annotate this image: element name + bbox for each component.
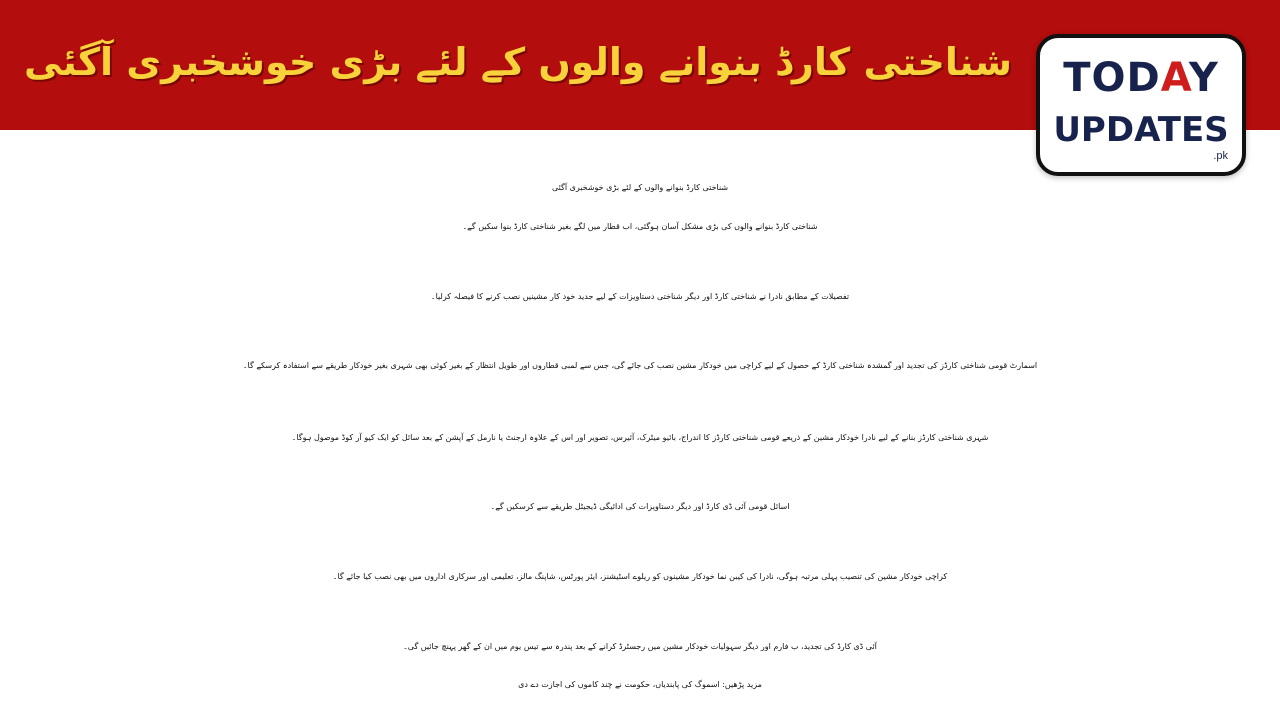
article-paragraph: شہری شناختی کارڈز بنانے کے لیے نادرا خودکار مشین کے ذریعے قومی شناختی کارڈز کا اندراج، بائیو میٹرک، آئیرس، تصویر اور اس کے علاوہ ارجنٹ یا نارمل کے آپشن کے بعد سائل کو ایک کیو آر کوڈ موصول ہوگا۔ <box>291 433 989 442</box>
article-paragraph: آئی ڈی کارڈ کی تجدید، ب فارم اور دیگر سہولیات خودکار مشین میں رجسٹرڈ کرانے کے بعد پندرہ سے تیس یوم میں ان کے گھر پہنچ جائیں گی۔ <box>403 642 877 651</box>
logo-today-part1: TOD <box>1063 55 1161 101</box>
logo-today-text <box>1040 56 1242 100</box>
banner-title: شناختی کارڈ بنوانے والوں کے لئے بڑی خوشخبری آگئی <box>24 40 1012 84</box>
article-headline: شناختی کارڈ بنوانے والوں کے لئے بڑی خوشخبری آگئی <box>551 183 729 192</box>
article-paragraph: کراچی خودکار مشین کی تنصیب پہلی مرتبہ ہوگی، نادرا کی کیبن نما خودکار مشینوں کو ریلوے اسٹیشنز، ایئر پورٹس، شاپنگ مالز، تعلیمی اور سرکاری اداروں میں بھی نصب کیا جائے گا۔ <box>332 572 948 581</box>
today-updates-logo <box>1036 34 1246 176</box>
logo-domain-suffix: .pk <box>1213 150 1228 162</box>
article-paragraph: شناختی کارڈ بنوانے والوں کی بڑی مشکل آسان ہوگئی، اب قطار میں لگے بغیر شناختی کارڈ بنوا سکیں گے۔ <box>462 222 818 231</box>
article-paragraph: اسائل قومی آئی ڈی کارڈ اور دیگر دستاویزات کی ادائیگی ڈیجیٹل طریقے سے کرسکیں گے۔ <box>490 502 790 511</box>
logo-today-accent-letter: A <box>1160 55 1189 101</box>
logo-today-part2: Y <box>1188 55 1219 101</box>
logo-updates-text: UPDATES <box>1053 110 1229 150</box>
article-paragraph: تفصیلات کے مطابق نادرا نے شناختی کارڈ اور دیگر شناختی دستاویزات کے لیے جدید خود کار مشینیں نصب کرنے کا فیصلہ کرلیا۔ <box>430 292 850 301</box>
article-paragraph: اسمارٹ قومی شناختی کارڈز کی تجدید اور گمشدہ شناختی کارڈ کے حصول کے لیے کراچی میں خودکار مشین نصب کی جائے گی، جس سے لمبی قطاروں اور طویل انتظار کے بغیر کوئی بھی شہری بغیر خودکار طریقے سے استفادہ کرسکے گا۔ <box>242 361 1038 370</box>
read-more-link[interactable]: مزید پڑھیں: اسموگ کی پابندیاں، حکومت نے چند کاموں کی اجازت دے دی <box>518 680 762 689</box>
